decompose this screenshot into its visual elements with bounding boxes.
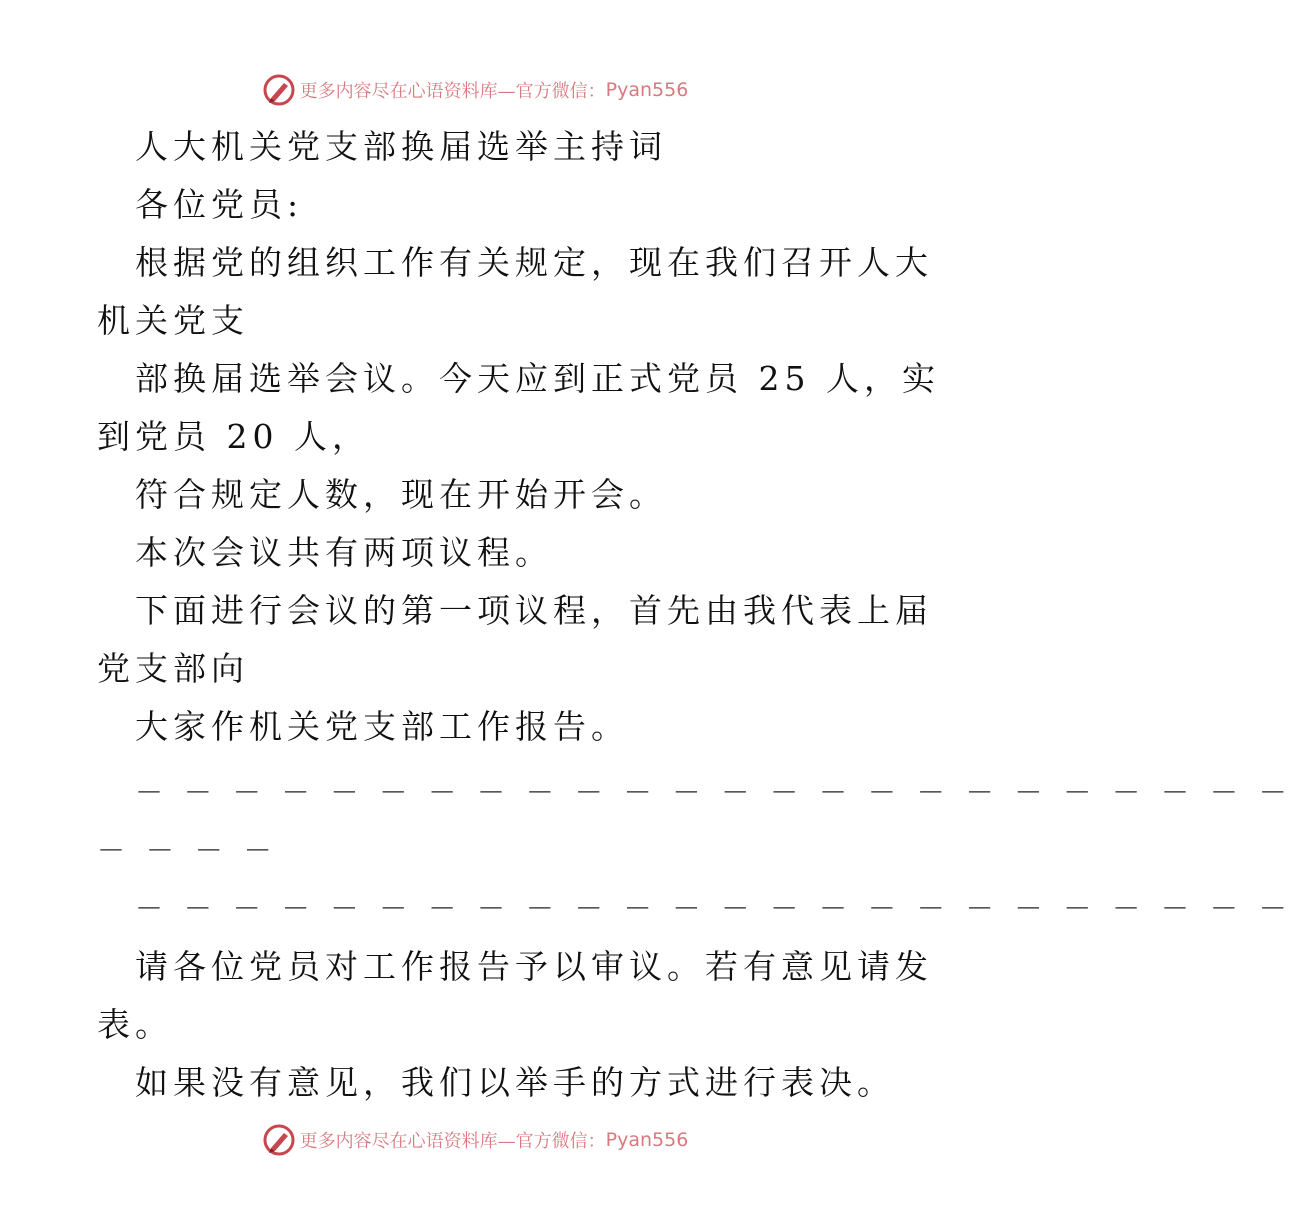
watermark-wechat-id: Pyan556 [605,1129,689,1151]
paragraph-line: 大家作机关党支部工作报告。 [135,707,629,746]
paragraph-line: 本次会议共有两项议程。 [135,533,553,572]
paragraph-line: 到党员 20 人， [97,417,370,456]
paragraph-line: 请各位党员对工作报告予以审议。若有意见请发 [135,947,933,986]
paragraph-line: 根据党的组织工作有关规定，现在我们召开人大 [135,243,933,282]
footer-watermark [0,1120,950,1160]
pen-logo-icon [262,1123,296,1157]
paragraph-line: 下面进行会议的第一项议程，首先由我代表上届 [135,591,933,630]
dash-line: － － － － － － － － － － － － － － － － － － － － － － － － [135,892,1289,925]
paragraph-line: 部换届选举会议。今天应到正式党员 25 人，实 [135,359,940,398]
watermark-text: 更多内容尽在心语资料库—官方微信： [299,81,606,102]
watermark-text: 更多内容尽在心语资料库—官方微信： [299,1131,606,1152]
paragraph-line: 表。 [97,1005,173,1044]
dash-line: － － － － － － － － － － － － － － － － － － － － － － － － [135,776,1289,809]
document-title: 人大机关党支部换届选举主持词 [135,127,667,166]
paragraph-line: 党支部向 [97,649,249,688]
paragraph-line: 机关党支 [97,301,249,340]
greeting: 各位党员: [135,185,304,224]
paragraph-line: 符合规定人数，现在开始开会。 [135,475,667,514]
watermark-wechat-id: Pyan556 [605,79,689,101]
document-body [97,118,1289,1112]
pen-logo-icon [262,73,296,107]
header-watermark [0,70,950,110]
paragraph-line: 如果没有意见，我们以举手的方式进行表决。 [135,1063,895,1102]
dash-line: － － － － [97,834,274,867]
dash-separator [97,764,1289,938]
